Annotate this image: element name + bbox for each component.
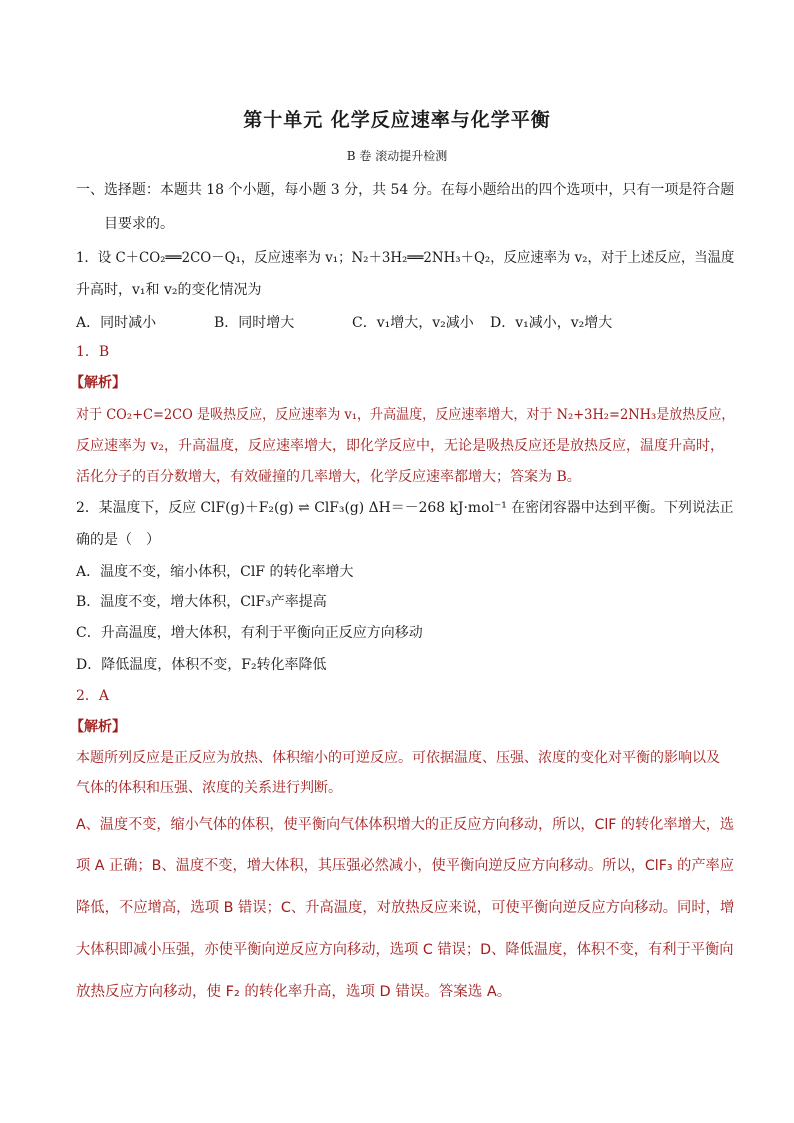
q2-analysis-detail-line-4: 大体积即减小压强，亦使平衡向逆反应方向移动，选项 C 错误；D、降低温度，体积不变，有利于平衡向 <box>76 942 734 958</box>
q1-option-b: B．同时增大 <box>214 315 295 331</box>
q2-stem-line-2: 确的是（ ） <box>76 532 160 548</box>
q1-option-d: D．v₁减小，v₂增大 <box>490 315 613 331</box>
q1-analysis-label: 【解析】 <box>70 375 126 391</box>
q1-stem-line-1: 1．设 C＋CO₂══2CO－Q₁，反应速率为 v₁；N₂＋3H₂══2NH₃＋Q₂，反应速率为 v₂，对于上述反应，当温度 <box>76 250 735 266</box>
section-instruction-line-2: 目要求的。 <box>104 216 174 232</box>
q1-analysis-line-3: 活化分子的百分数增大，有效碰撞的几率增大，化学反应速率都增大；答案为 B。 <box>76 469 581 485</box>
page-title: 第十单元 化学反应速率与化学平衡 <box>243 109 551 131</box>
section-instruction-line-1: 一、选择题：本题共 18 个小题，每小题 3 分，共 54 分。在每小题给出的四个选项中，只有一项是符合题 <box>76 182 735 198</box>
q2-answer: 2．A <box>76 688 110 704</box>
q2-option-d: D．降低温度，体积不变，F₂转化率降低 <box>76 657 327 673</box>
q2-analysis-detail-line-5: 放热反应方向移动，使 F₂ 的转化率升高，选项 D 错误。答案选 A。 <box>76 984 512 1000</box>
q2-analysis-label: 【解析】 <box>70 719 126 735</box>
q1-analysis-line-2: 反应速率为 v₂，升高温度，反应速率增大，即化学反应中，无论是吸热反应还是放热反应，温度升高时， <box>76 438 724 454</box>
q2-analysis-detail-line-3: 降低，不应增高，选项 B 错误；C、升高温度，对放热反应来说，可使平衡向逆反应方向移动。同时，增 <box>76 900 735 916</box>
q2-stem-line-1: 2．某温度下，反应 ClF(g)＋F₂(g) ⇌ ClF₃(g) ΔH＝－268 kJ·mol⁻¹ 在密闭容器中达到平衡。下列说法正 <box>76 500 734 516</box>
q1-option-c: C．v₁增大，v₂减小 <box>352 315 474 331</box>
q2-option-a: A．温度不变，缩小体积，ClF 的转化率增大 <box>76 564 354 580</box>
q1-analysis-line-1: 对于 CO₂+C=2CO 是吸热反应，反应速率为 v₁，升高温度，反应速率增大，对于 N₂+3H₂=2NH₃是放热反应， <box>76 407 735 423</box>
q2-option-c: C．升高温度，增大体积，有利于平衡向正反应方向移动 <box>76 625 423 641</box>
q1-stem-line-2: 升高时，v₁和 v₂的变化情况为 <box>76 282 262 298</box>
q2-option-b: B．温度不变，增大体积，ClF₃产率提高 <box>76 594 327 610</box>
q2-analysis-intro-line-2: 气体的体积和压强、浓度的关系进行判断。 <box>76 780 342 796</box>
page-subtitle: B 卷 滚动提升检测 <box>346 149 448 163</box>
q2-analysis-intro-line-1: 本题所列反应是正反应为放热、体积缩小的可逆反应。可依据温度、压强、浓度的变化对平衡的影响以及 <box>76 750 720 766</box>
q1-option-a: A．同时减小 <box>76 315 157 331</box>
q2-analysis-detail-line-2: 项 A 正确；B、温度不变，增大体积，其压强必然减小，使平衡向逆反应方向移动。所以，ClF₃ 的产率应 <box>76 858 734 874</box>
q1-answer: 1．B <box>76 344 110 360</box>
q2-analysis-detail-line-1: A、温度不变，缩小气体的体积，使平衡向气体体积增大的正反应方向移动，所以，ClF 的转化率增大，选 <box>76 817 735 833</box>
